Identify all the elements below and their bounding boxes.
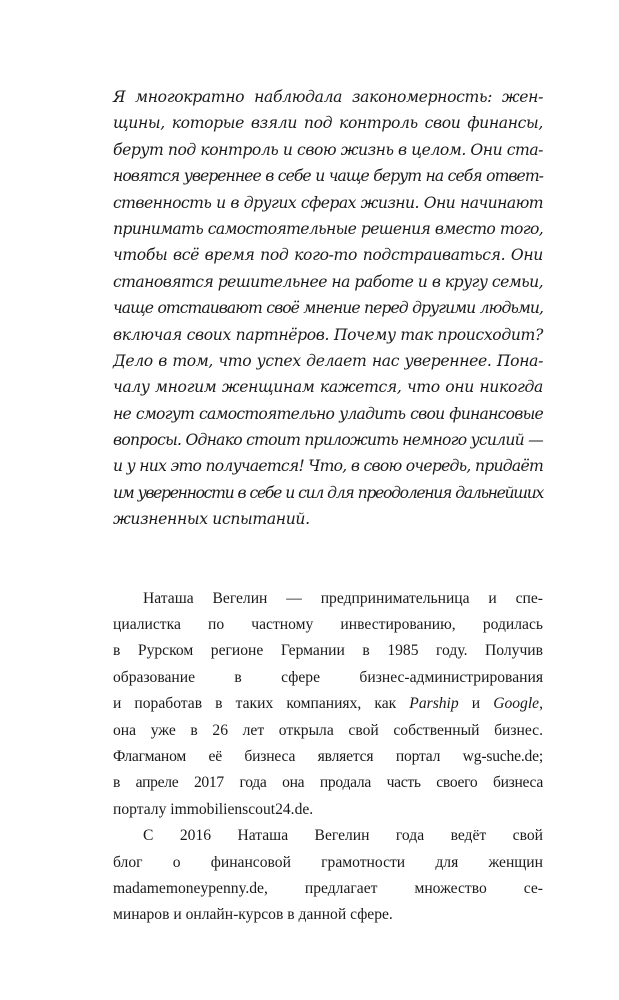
bio-line: она уже в 26 лет открыла свой собственный бизнес. — [113, 721, 543, 739]
quote-line: не смогут самостоятельно уладить свои финансовые — [113, 404, 543, 423]
bio-line: Наташа Вегелин — предпринимательница и спе- — [143, 589, 543, 607]
quote-line: и у них это получается! Что, в свою очередь, придаёт — [113, 457, 543, 476]
bio-paragraph-2 — [113, 823, 543, 929]
company-parship: Parship — [409, 695, 459, 713]
bio-line: блог о финансовой грамотности для женщин — [113, 853, 543, 871]
bio-line: порталу immobilienscout24.de. — [113, 800, 314, 818]
quote-line: чаще отстаивают своё мнение перед другими людьми, — [113, 299, 543, 318]
bio-line: минаров и онлайн-курсов в данной сфере. — [113, 906, 393, 924]
bio-text: и поработав в таких компаниях, как — [113, 695, 410, 713]
bio-line: образование в сфере бизнес-администрирования — [113, 668, 543, 686]
quote-line: жизненных испытаний. — [113, 510, 310, 529]
bio-text: , — [539, 695, 543, 713]
bio-paragraph-1 — [113, 586, 543, 824]
bio-line: в Рурском регионе Германии в 1985 году. Получив — [113, 642, 543, 660]
quote-line: Дело в том, что успех делает нас увереннее. Пона- — [113, 351, 543, 370]
book-page — [113, 84, 543, 929]
author-quote — [113, 84, 543, 533]
quote-line: щины, которые взяли под контроль свои финансы, — [113, 114, 543, 133]
bio-line: в апреле 2017 года она продала часть своего бизнеса — [113, 774, 543, 792]
quote-line: берут под контроль и свою жизнь в целом. Они ста- — [113, 140, 543, 159]
quote-line: им уверенности в себе и сил для преодоления дальнейших — [113, 483, 543, 502]
bio-line-companies — [113, 691, 543, 717]
author-bio — [113, 586, 543, 929]
bio-line: madamemoneypenny.de, предлагает множество се- — [113, 879, 543, 897]
quote-line: включая своих партнёров. Почему так происходит? — [113, 325, 543, 344]
quote-line: становятся решительнее на работе и в кругу семьи, — [113, 272, 543, 291]
bio-text: и — [458, 695, 494, 713]
quote-line: новятся увереннее в себе и чаще берут на себя ответ- — [113, 167, 543, 186]
quote-line: ственность и в других сферах жизни. Они начинают — [113, 193, 543, 212]
company-google: Google — [493, 695, 540, 713]
bio-line: циалистка по частному инвестированию, родилась — [113, 616, 543, 634]
bio-line: С 2016 Наташа Вегелин года ведёт свой — [143, 827, 543, 845]
quote-line: Я многократно наблюдала закономерность: жен- — [113, 88, 543, 106]
quote-line: чтобы всё время под кого-то подстраиваться. Они — [113, 246, 543, 265]
quote-line: вопросы. Однако стоит приложить немного усилий — — [113, 431, 543, 450]
bio-line: Флагманом её бизнеса является портал wg-suche.de; — [113, 747, 543, 765]
quote-line: принимать самостоятельные решения вместо того, — [113, 219, 543, 238]
quote-line: чалу многим женщинам кажется, что они никогда — [113, 378, 543, 397]
